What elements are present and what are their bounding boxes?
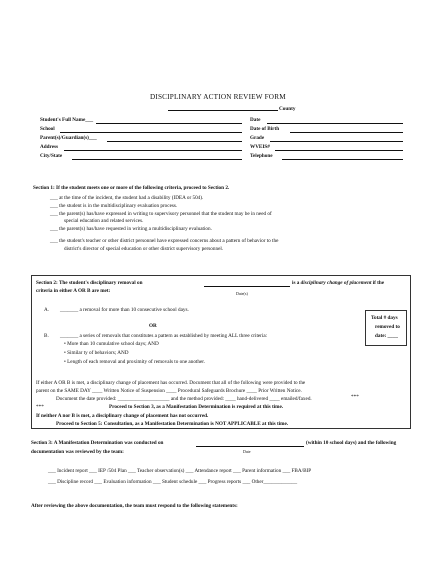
- date-label: Date: [250, 117, 261, 123]
- section3-subheading: documentation was reviewed by the team:: [31, 449, 124, 455]
- city-state-field[interactable]: [72, 159, 242, 160]
- total-days-label: Total # days: [371, 315, 398, 321]
- section1-item-continued: district's director of special education or other district supervisory personnel.: [64, 246, 224, 252]
- student-name-label: Student's Full Name___: [40, 117, 94, 123]
- change-placement-para: If either A OR B is met, a disciplinary change of placement has occurred. Document that all of the following were provided to the: [36, 380, 306, 386]
- section1-item[interactable]: ___ the student is in the multidisciplinary evaluation process.: [50, 203, 178, 209]
- option-b-letter: B.: [44, 333, 49, 339]
- wveis-label: WVEIS#: [250, 144, 270, 150]
- section3-heading-cont: (within 10 school days) and the following: [306, 440, 397, 446]
- option-a-letter: A.: [44, 307, 50, 313]
- school-field[interactable]: [60, 132, 242, 133]
- section1-item[interactable]: ___ at the time of the incident, the student had a disability (IDEA or 504).: [50, 195, 204, 201]
- total-days-label: removed to: [375, 324, 400, 330]
- documentation-checklist[interactable]: ___ Discipline record ___ Evaluation information ___ Student schedule ___ Progress reports ___ Other_____________: [48, 479, 298, 485]
- dob-label: Date of Birth: [250, 126, 280, 132]
- address-field[interactable]: [64, 150, 242, 151]
- total-days-field[interactable]: date: ____: [375, 333, 398, 339]
- grade-field[interactable]: [270, 141, 403, 142]
- dates-caption: Date(s): [236, 291, 248, 296]
- proceed-section3: Proceed to Section 3, as a Manifestation Determination is required at this time.: [109, 404, 284, 410]
- parents-label: Parent(s)/Guardian(s)___: [40, 135, 97, 141]
- section2-heading: Section 2: The student's disciplinary removal on: [36, 280, 143, 286]
- telephone-field[interactable]: [282, 159, 403, 160]
- criteria-bullet: • Similar ty of behaviors; AND: [64, 350, 129, 356]
- section2-heading-cont: is a disciplinary change of placement if the: [292, 280, 385, 286]
- county-line[interactable]: [168, 110, 278, 111]
- school-label: School: [40, 126, 55, 132]
- section1-heading: Section 1: If the student meets one or more of the following criteria, proceed to Section 2.: [33, 185, 230, 191]
- team-statement: After reviewing the above documentation, the team must respond to the following statements:: [31, 503, 238, 509]
- dob-field[interactable]: [290, 132, 403, 133]
- telephone-label: Telephone: [250, 153, 273, 159]
- address-label: Address: [40, 144, 59, 150]
- md-date-field[interactable]: [196, 446, 304, 447]
- section1-item[interactable]: ___ the parent(s) has/have expressed in writing to supervisory personnel that the student may be in need of: [50, 211, 272, 217]
- parents-field[interactable]: [107, 141, 242, 142]
- option-b-text[interactable]: _______ a series of removals that constitutes a pattern as established by meeting ALL three criteria:: [60, 333, 268, 339]
- section3-heading: Section 3: A Manifestation Determination was conducted on: [31, 440, 164, 446]
- section1-item[interactable]: ___ the student's teacher or other district personnel have expressed concerns about a pattern of behavior to the: [50, 238, 279, 244]
- removal-dates-field[interactable]: [204, 286, 290, 287]
- section1-item[interactable]: ___ the parent(s) has/have requested in writing a multidisciplinary evaluation.: [50, 226, 212, 232]
- grade-label: Grade: [250, 135, 265, 141]
- option-a-text[interactable]: _______ a removal for more than 10 consecutive school days.: [60, 307, 189, 313]
- notice-checklist[interactable]: parent on the SAME DAY ____ Written Notice of Suspension ____ Procedural Safeguards Brochure ____ Prior Written Notice.: [36, 388, 302, 394]
- date-caption: Date: [243, 449, 251, 454]
- criteria-bullet: • Length of each removal and proximity of removals to one another.: [64, 359, 205, 365]
- date-field[interactable]: [267, 123, 403, 124]
- city-state-label: City/State: [40, 153, 63, 159]
- section1-item-continued: special education and related services.: [64, 218, 144, 224]
- student-name-field[interactable]: [96, 123, 242, 124]
- if-neither-line: If neither A nor B is met, a disciplinary change of placement has not occurred.: [36, 413, 209, 419]
- documentation-checklist[interactable]: ___ Incident report ___ IEP /504 Plan ___ Teacher observation(s) ___ Attendance report ___ Parent information ___ FBA/BIP: [48, 468, 312, 474]
- wveis-field[interactable]: [275, 150, 403, 151]
- criteria-bullet: • More than 10 cumulative school days; AND: [64, 341, 159, 347]
- section2-criteria-label: criteria in either A OR B are met:: [36, 288, 111, 294]
- county-label: County: [279, 106, 296, 112]
- date-provided-line[interactable]: Document the date provided: ____________________ and the method provided: ____ hand-delivered ____ emailed/faxed.: [56, 396, 312, 402]
- stars: ***: [351, 394, 359, 400]
- stars: ***: [36, 404, 44, 410]
- form-title: DISCIPLINARY ACTION REVIEW FORM: [150, 93, 286, 101]
- or-label: OR: [149, 323, 157, 329]
- proceed-section5: Proceed to Section 5: Consultation, as a Manifestation Determination is NOT APPLICABLE at this time.: [56, 421, 289, 427]
